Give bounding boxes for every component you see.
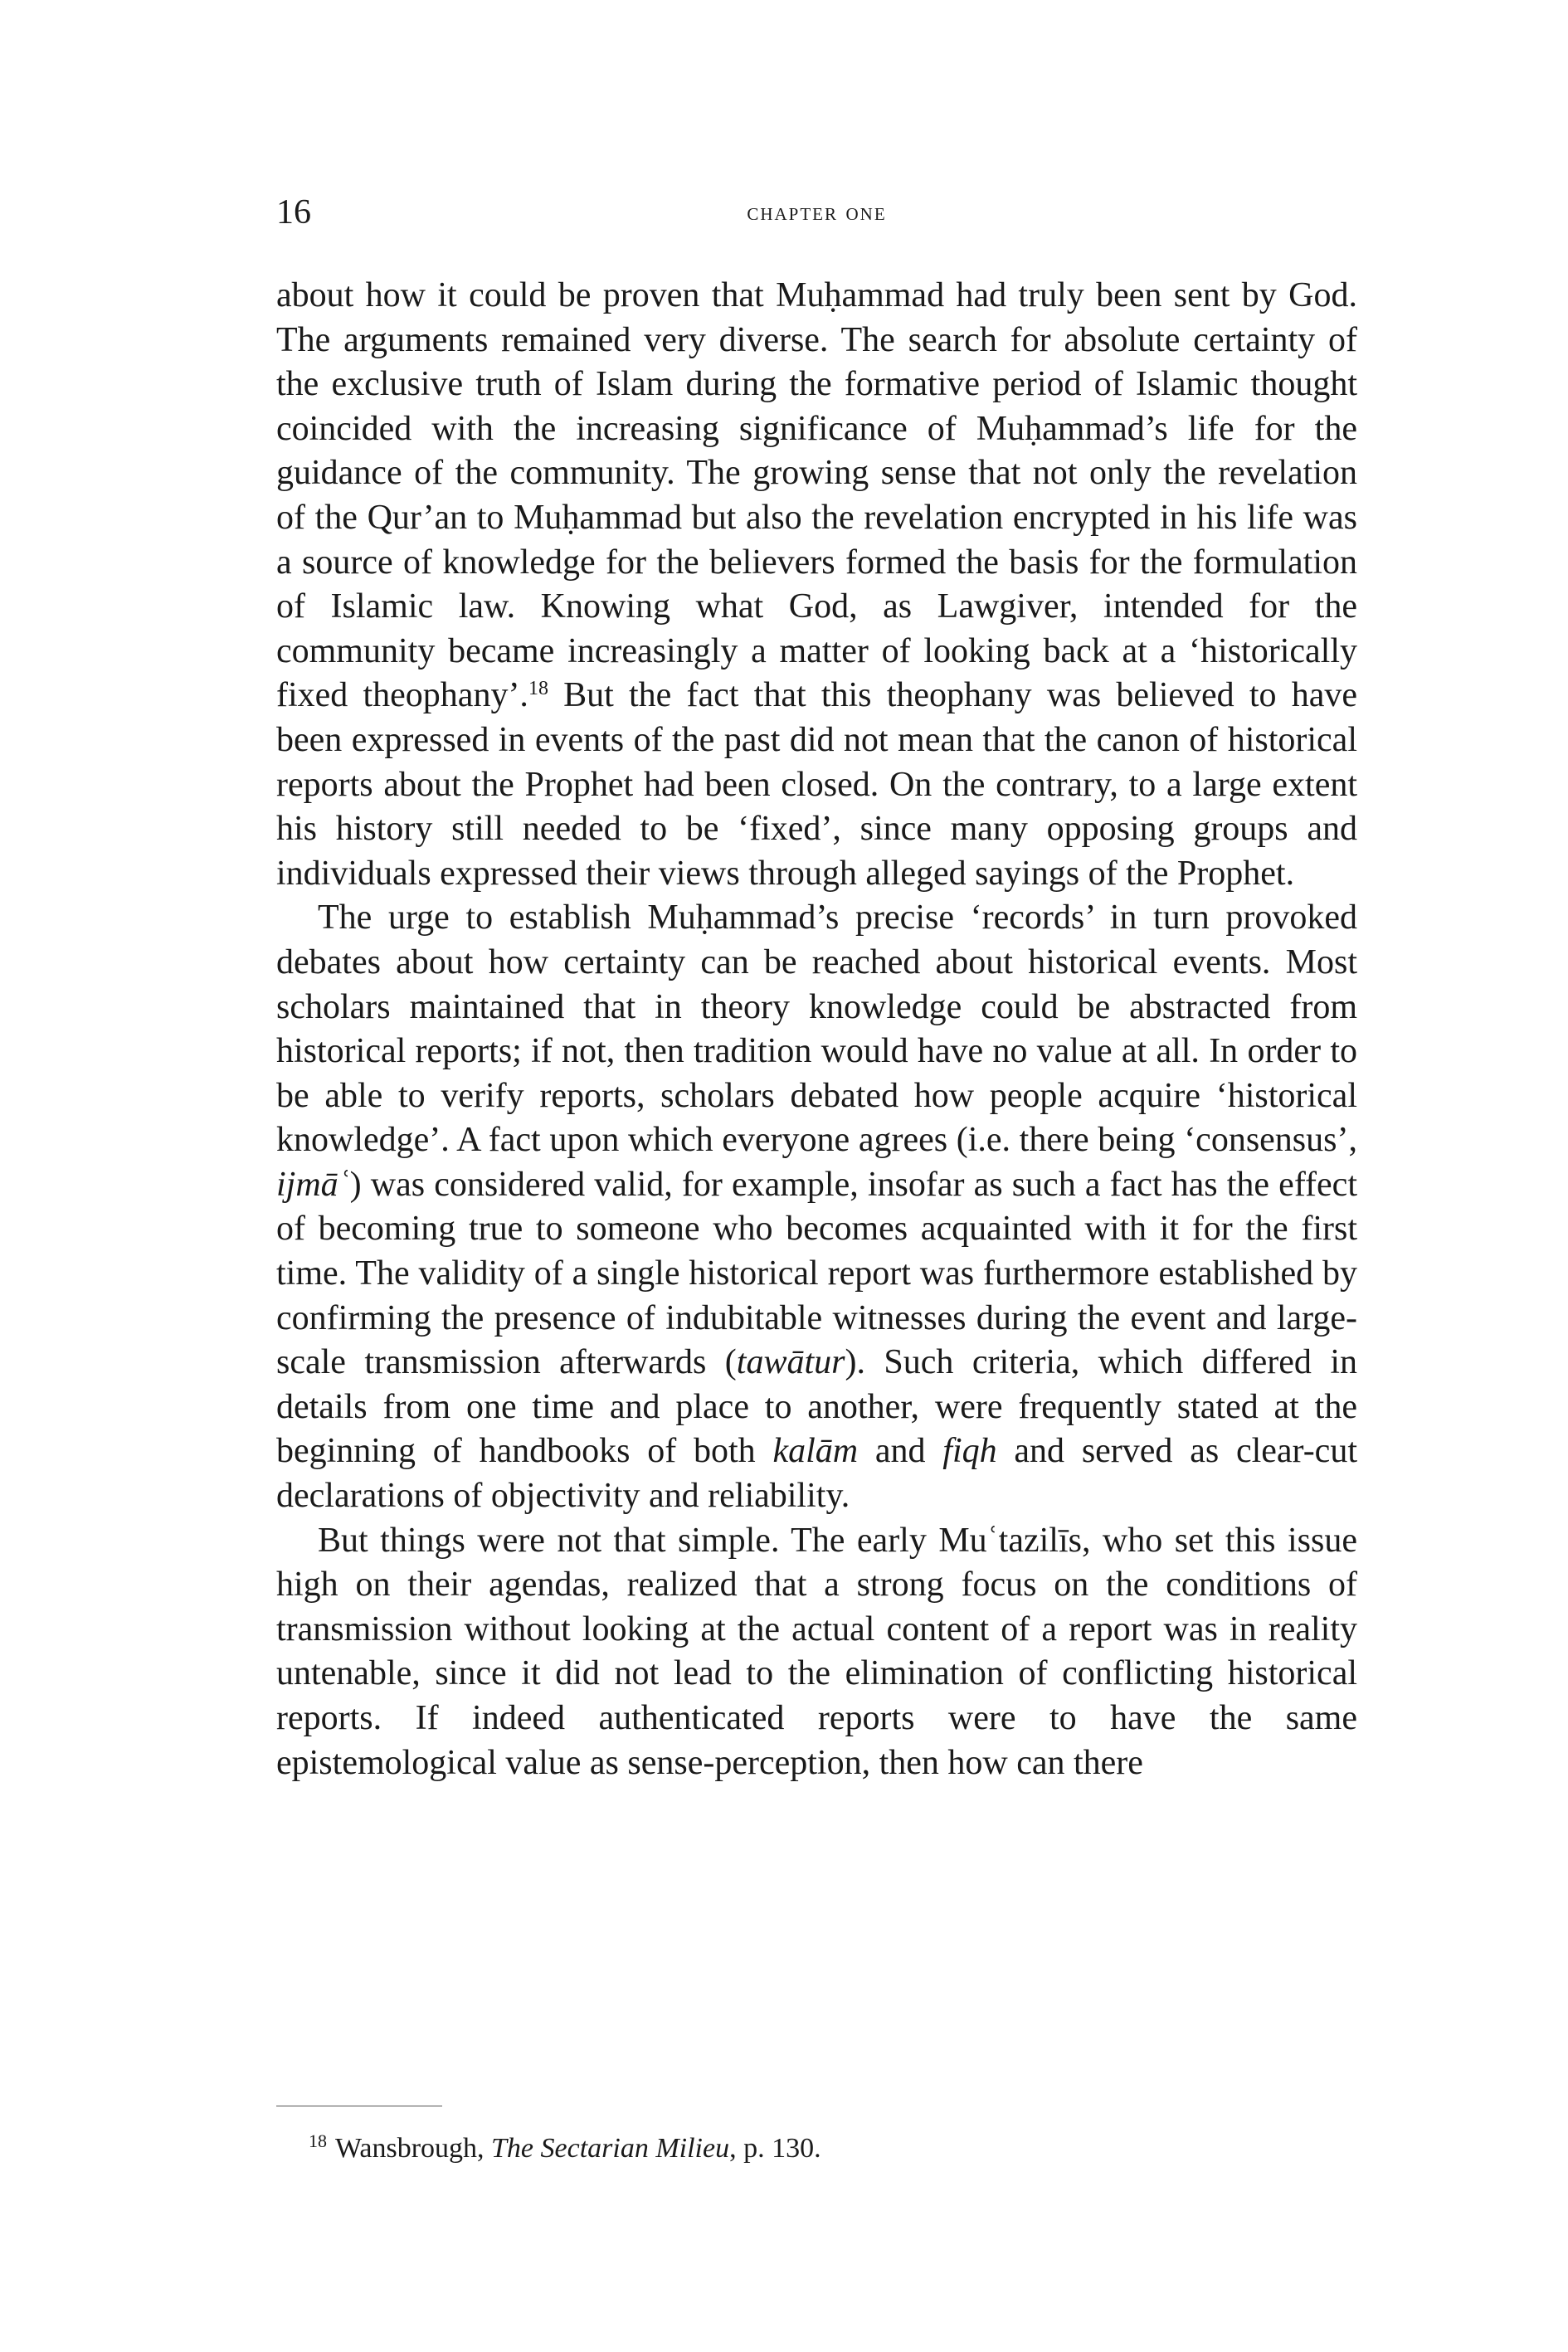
term-tawatur: tawātur [736, 1343, 845, 1382]
paragraph-3 [276, 1519, 1357, 1786]
footnote-page: , p. 130. [729, 2133, 821, 2164]
body-text [276, 274, 1357, 1785]
term-ijma: ijmāʿ [276, 1165, 350, 1204]
paragraph-3-text: But things were not that simple. The early Muʿtazilīs, who set this issue high on their agendas, realized that a strong focus on the conditions of transmission without looking at the actual content of a report was in reality untenable, since it did not lead to the elimination of conflicting historical reports. If indeed authenticated reports were to have the same epistemological value as sense-perception, then how can there [276, 1521, 1357, 1782]
paragraph-2 [276, 896, 1357, 1518]
paragraph-1-text-b: But the fact that this theophany was believed to have been expressed in events of the past did not mean that the canon of historical reports about the Prophet had been closed. On the contrary, to a large extent his history still needed to be ‘fixed’, since many opposing groups and individuals expressed their views through alleged sayings of the Prophet. [276, 676, 1357, 893]
footnote-title: The Sectarian Milieu [491, 2133, 730, 2164]
page-number: 16 [276, 193, 311, 231]
paragraph-2-text-b: ) was considered valid, for example, insofar as such a fact has the effect of becoming true to someone who becomes acquainted with it for the first time. The validity of a single historical report was furthermore established by confirming the presence of indubitable witnesses during the event and large-scale transmission afterwards ( [276, 1165, 1357, 1382]
paragraph-2-text-a: The urge to establish Muḥammad’s precise ‘records’ in turn provoked debates about how certainty can be reached about historical events. Most scholars maintained that in theory knowledge could be abstracted from historical reports; if not, then tradition would have no value at all. In order to be able to verify reports, scholars debated how people acquire ‘historical knowledge’. A fact upon which everyone agrees (i.e. there being ‘consensus’, [276, 898, 1357, 1160]
page-header [276, 187, 1357, 237]
paragraph-1-text-a: about how it could be proven that Muḥammad had truly been sent by God. The arguments remained very diverse. The search for absolute certainty of the exclusive truth of Islam during the formative period of Islamic thought coincided with the increasing significance of Muḥammad’s life for the guidance of the community. The growing sense that not only the revelation of the Qur’an to Muḥammad but also the revelation encrypted in his life was a source of knowledge for the believers formed the basis for the formulation of Islamic law. Knowing what God, as Lawgiver, intended for the community became increasingly a matter of looking back at a ‘historically fixed theophany’. [276, 276, 1357, 715]
term-kalam: kalām [772, 1432, 859, 1471]
running-head: chapter one [747, 198, 887, 226]
footnote-reference-18[interactable]: 18 [528, 678, 548, 700]
footnote-18 [309, 2130, 1357, 2167]
footnote-author: Wansbrough, [335, 2133, 492, 2164]
term-fiqh: fiqh [942, 1432, 997, 1471]
paragraph-2-text-d: and [858, 1432, 943, 1471]
paragraph-2-text-e: and served as clear-cut declarations of objectivity and reliability. [276, 1432, 1357, 1516]
footnote-number: 18 [309, 2130, 327, 2151]
paragraph-1 [276, 274, 1357, 896]
paragraph-2-text-c: ). Such criteria, which differed in details from one time and place to another, were frequently stated at the beginning of handbooks of both [276, 1343, 1357, 1471]
